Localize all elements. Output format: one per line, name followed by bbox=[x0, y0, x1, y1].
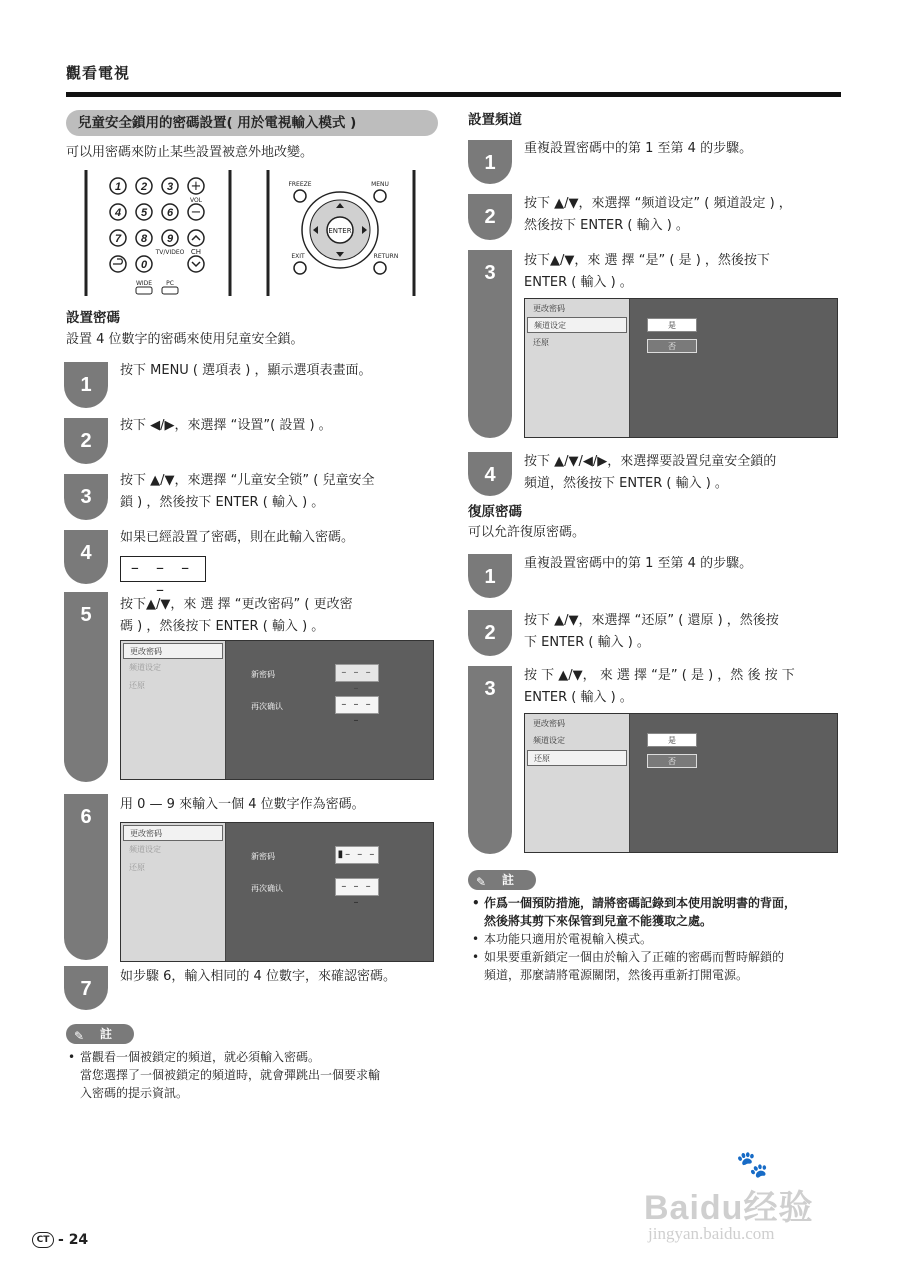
enter-label: ENTER bbox=[328, 227, 352, 235]
return-arrow-icon bbox=[110, 256, 126, 272]
svg-text:CH: CH bbox=[190, 248, 202, 256]
osd-menu-item-channel[interactable]: 频道设定 bbox=[129, 663, 161, 672]
step-badge: 4 bbox=[64, 530, 108, 584]
number-key-8 bbox=[136, 230, 152, 246]
osd-screen-change-password bbox=[120, 640, 434, 780]
step-badge: 2 bbox=[64, 418, 108, 464]
step-badge: 3 bbox=[64, 474, 108, 520]
osd-menu-item-reset[interactable]: 还原 bbox=[533, 338, 549, 347]
step-text: 按下 ▲/▼，來選擇 “还原” ( 還原 ) ，然後按 下 ENTER ( 輸入 ) 。 bbox=[524, 613, 779, 650]
osd-menu-item-change-password[interactable]: 更改密码 bbox=[533, 719, 565, 728]
step-text: 按下 ▲/▼，來選擇 “儿童安全锁” ( 兒童安全 鎖 ) ，然後按下 ENTER ( 輸入 ) 。 bbox=[120, 473, 375, 510]
osd-confirm-label: 再次确认 bbox=[251, 702, 283, 711]
remote-control-illustration bbox=[80, 168, 442, 298]
note-badge: ✎ 註 bbox=[66, 1024, 134, 1044]
key-label: 1 bbox=[114, 181, 122, 193]
osd-menu-item-channel[interactable]: 频道设定 bbox=[527, 317, 627, 333]
step-text: 按下▲/▼，來 選 擇 “是” ( 是 ) ，然後按下 ENTER ( 輸入 ) 。 bbox=[524, 253, 770, 290]
osd-confirm-field[interactable]: – – – – bbox=[335, 696, 379, 714]
step-text: 用 0 — 9 來輸入一個 4 位數字作為密碼。 bbox=[120, 797, 365, 812]
exit-button bbox=[291, 253, 306, 274]
number-key-4 bbox=[110, 204, 126, 220]
watermark-brand: Baidu经验 bbox=[644, 1189, 814, 1227]
paperclip-icon: ✎ bbox=[74, 1029, 85, 1043]
step-text: 如果已經設置了密碼，則在此輸入密碼。 bbox=[120, 530, 355, 545]
osd-menu-item-reset[interactable]: 还原 bbox=[129, 681, 145, 690]
step-badge: 1 bbox=[468, 140, 512, 184]
set-channel-heading: 設置頻道 bbox=[468, 112, 522, 128]
svg-text:4: 4 bbox=[114, 207, 122, 219]
step-badge: 2 bbox=[468, 194, 512, 240]
svg-text:8: 8 bbox=[140, 233, 148, 245]
osd-confirm-field[interactable]: – – – – bbox=[335, 878, 379, 896]
header-rule bbox=[66, 92, 841, 97]
svg-text:9: 9 bbox=[166, 233, 174, 245]
number-key-7 bbox=[110, 230, 126, 246]
osd-menu-item-channel[interactable]: 频道设定 bbox=[129, 845, 161, 854]
page-header-title: 觀看電視 bbox=[66, 64, 131, 82]
reset-password-desc: 可以允許復原密碼。 bbox=[468, 525, 586, 540]
note-bullet: • 當觀看一個被鎖定的頻道，就必須輸入密碼。 當您選擇了一個被鎖定的頻道時，就會彈跳出一個要求輸 入密碼的提示資訊。 bbox=[80, 1048, 380, 1102]
svg-text:3: 3 bbox=[166, 181, 174, 193]
number-key-0 bbox=[136, 256, 152, 272]
svg-text:2: 2 bbox=[140, 181, 148, 193]
svg-text:0: 0 bbox=[140, 259, 148, 271]
step-badge: 3 bbox=[468, 666, 512, 854]
baidu-watermark bbox=[640, 1150, 880, 1250]
note-badge: ✎ 註 bbox=[468, 870, 536, 890]
number-key-9 bbox=[162, 230, 178, 246]
note-bullet: • 如果要重新鎖定一個由於輸入了正確的密碼而暫時解鎖的 頻道，那麼請將電源關閉，然後再重新打開電源。 bbox=[484, 948, 784, 984]
step-text: 按 下 ▲/▼， 來 選 擇 “是” ( 是 ) ，然 後 按 下 ENTER ( 輸入 ) 。 bbox=[524, 668, 795, 705]
number-key-2 bbox=[136, 178, 152, 194]
menu-button bbox=[371, 181, 389, 202]
osd-new-password-field[interactable]: ▮– – – bbox=[335, 846, 379, 864]
osd-menu-item-reset[interactable]: 还原 bbox=[129, 863, 145, 872]
svg-text:EXIT: EXIT bbox=[291, 253, 305, 260]
svg-text:FREEZE: FREEZE bbox=[288, 181, 312, 188]
step-badge: 7 bbox=[64, 966, 108, 1010]
osd-new-password-label: 新密码 bbox=[251, 852, 275, 861]
step-text: 按下 MENU ( 選項表 ) ，顯示選項表畫面。 bbox=[120, 363, 372, 378]
svg-text:−: − bbox=[190, 205, 202, 220]
paperclip-icon: ✎ bbox=[476, 875, 487, 889]
step-badge: 5 bbox=[64, 592, 108, 782]
svg-text:RETURN: RETURN bbox=[373, 253, 399, 260]
number-key-1 bbox=[110, 178, 126, 194]
step-badge: 4 bbox=[468, 452, 512, 496]
wide-button bbox=[136, 280, 152, 294]
set-password-heading: 設置密碼 bbox=[66, 310, 120, 326]
osd-new-password-field[interactable]: – – – – bbox=[335, 664, 379, 682]
osd-menu-item-change-password[interactable]: 更改密码 bbox=[123, 825, 223, 841]
password-entry-box[interactable]: – – – – bbox=[120, 556, 206, 582]
svg-text:PC: PC bbox=[166, 280, 174, 287]
osd-menu-item-reset[interactable]: 还原 bbox=[527, 750, 627, 766]
svg-text:MENU: MENU bbox=[371, 181, 389, 188]
step-text: 按下 ◀/▶，來選擇 “设置”( 設置 ) 。 bbox=[120, 418, 332, 433]
osd-screen-channel-yes-no bbox=[524, 298, 838, 438]
step-badge: 6 bbox=[64, 794, 108, 960]
osd-screen-reset-yes-no bbox=[524, 713, 838, 853]
osd-yes-button[interactable]: 是 bbox=[647, 318, 697, 332]
vol-rocker bbox=[188, 178, 204, 220]
step-badge: 1 bbox=[468, 554, 512, 598]
osd-screen-enter-digits bbox=[120, 822, 434, 962]
intro-text: 可以用密碼來防止某些設置被意外地改變。 bbox=[66, 145, 314, 160]
step-text: 按下 ▲/▼/◀/▶，來選擇要設置兒童安全鎖的 頻道，然後按下 ENTER ( 輸入 ) 。 bbox=[524, 454, 777, 491]
osd-new-password-label: 新密码 bbox=[251, 670, 275, 679]
svg-text:7: 7 bbox=[114, 233, 122, 245]
step-text: 按下 ▲/▼，來選擇 “频道设定” ( 頻道設定 ) ， 然後按下 ENTER ( 輸入 ) 。 bbox=[524, 196, 792, 233]
number-key-3 bbox=[162, 178, 178, 194]
number-key-5 bbox=[136, 204, 152, 220]
osd-confirm-label: 再次确认 bbox=[251, 884, 283, 893]
dpad-icon bbox=[302, 192, 378, 268]
step-badge: 1 bbox=[64, 362, 108, 408]
osd-menu bbox=[525, 714, 630, 852]
tvvideo-label: TV/VIDEO bbox=[155, 249, 185, 256]
osd-yes-button[interactable]: 是 bbox=[647, 733, 697, 747]
note-bullet: • 本功能只適用於電視輸入模式。 bbox=[484, 930, 652, 948]
set-password-desc: 設置 4 位數字的密碼來使用兒童安全鎖。 bbox=[66, 332, 304, 347]
osd-no-button[interactable]: 否 bbox=[647, 339, 697, 353]
step-text: 按下▲/▼，來 選 擇 “更改密码” ( 更改密 碼 ) ，然後按下 ENTER ( 輸入 ) 。 bbox=[120, 597, 353, 634]
freeze-button bbox=[288, 181, 311, 202]
step-badge: 2 bbox=[468, 610, 512, 656]
osd-menu-item-channel[interactable]: 频道设定 bbox=[533, 736, 565, 745]
svg-text:6: 6 bbox=[166, 207, 174, 219]
osd-menu-item-change-password[interactable]: 更改密码 bbox=[123, 643, 223, 659]
number-key-6 bbox=[162, 204, 178, 220]
region-badge: CT bbox=[32, 1232, 54, 1248]
reset-password-heading: 復原密碼 bbox=[468, 504, 522, 520]
page-footer bbox=[32, 1232, 88, 1248]
svg-text:WIDE: WIDE bbox=[135, 280, 153, 287]
osd-menu bbox=[121, 641, 226, 779]
osd-no-button[interactable]: 否 bbox=[647, 754, 697, 768]
step-text: 重複設置密碼中的第 1 至第 4 的步驟。 bbox=[524, 141, 753, 156]
osd-menu bbox=[121, 823, 226, 961]
page-number: 24 bbox=[68, 1232, 89, 1248]
ch-rocker bbox=[188, 230, 204, 272]
watermark-url: jingyan.baidu.com bbox=[648, 1224, 775, 1243]
step-text: 如步驟 6，輸入相同的 4 位數字，來確認密碼。 bbox=[120, 969, 396, 984]
step-text: 重複設置密碼中的第 1 至第 4 的步驟。 bbox=[524, 556, 753, 571]
page-number-prefix: - bbox=[58, 1232, 69, 1248]
svg-text:5: 5 bbox=[140, 207, 148, 219]
svg-text:VOL: VOL bbox=[189, 197, 203, 204]
paw-logo-icon: 🐾 bbox=[736, 1150, 769, 1180]
osd-menu-item-change-password[interactable]: 更改密码 bbox=[533, 304, 565, 313]
svg-text:+: + bbox=[190, 179, 202, 194]
pc-button bbox=[162, 280, 178, 294]
osd-menu bbox=[525, 299, 630, 437]
section-title: 兒童安全鎖用的密碼設置( 用於電視輸入模式 ) bbox=[66, 110, 438, 136]
return-button bbox=[374, 253, 399, 274]
note-bullet: • 作爲一個預防措施，請將密碼記錄到本使用說明書的背面， 然後將其剪下來保管到兒童不能獲取之處。 bbox=[484, 894, 796, 930]
step-badge: 3 bbox=[468, 250, 512, 438]
